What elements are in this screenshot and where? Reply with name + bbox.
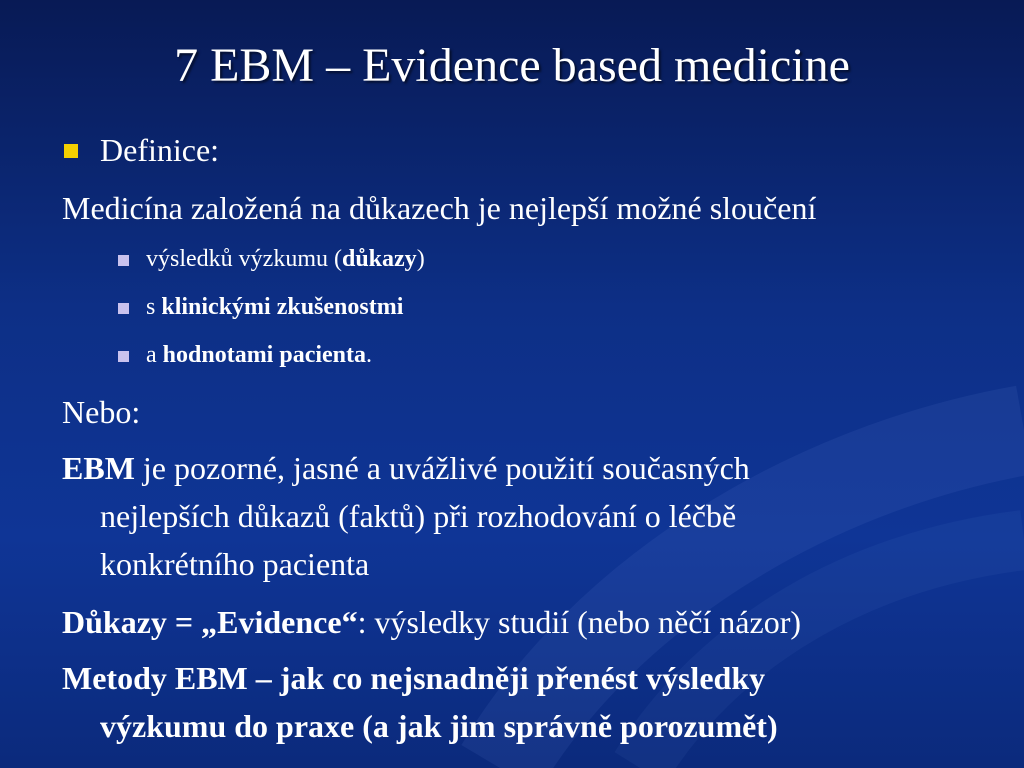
nebo-line: Nebo: bbox=[62, 394, 141, 430]
bullet-definice: Definice: bbox=[100, 132, 220, 168]
sub-item-3: a hodnotami pacienta. bbox=[146, 342, 373, 368]
definition-line: Medicína založená na důkazech je nejlepší možné sloučení bbox=[62, 190, 817, 226]
ebm-line-2: nejlepších důkazů (faktů) při rozhodování o léčbě bbox=[100, 498, 737, 534]
sub-item-1: výsledků výzkumu (důkazy) bbox=[146, 246, 425, 272]
sub-bullet-icon bbox=[118, 351, 129, 362]
ebm-line-3: konkrétního pacienta bbox=[100, 546, 370, 582]
ebm-line-1: EBM je pozorné, jasné a uvážlivé použití současných bbox=[62, 450, 750, 486]
evidence-line: Důkazy = „Evidence“: výsledky studií (nebo něčí názor) bbox=[62, 604, 802, 640]
methods-line-2: výzkumu do praxe (a jak jim správně porozumět) bbox=[100, 708, 778, 744]
bullet-square-icon bbox=[64, 144, 78, 158]
sub-item-2: s klinickými zkušenostmi bbox=[146, 294, 404, 320]
sub-bullet-icon bbox=[118, 303, 129, 314]
slide-title: 7 EBM – Evidence based medicine bbox=[174, 39, 850, 92]
sub-bullet-icon bbox=[118, 255, 129, 266]
methods-line-1: Metody EBM – jak co nejsnadněji přenést výsledky bbox=[62, 660, 766, 696]
